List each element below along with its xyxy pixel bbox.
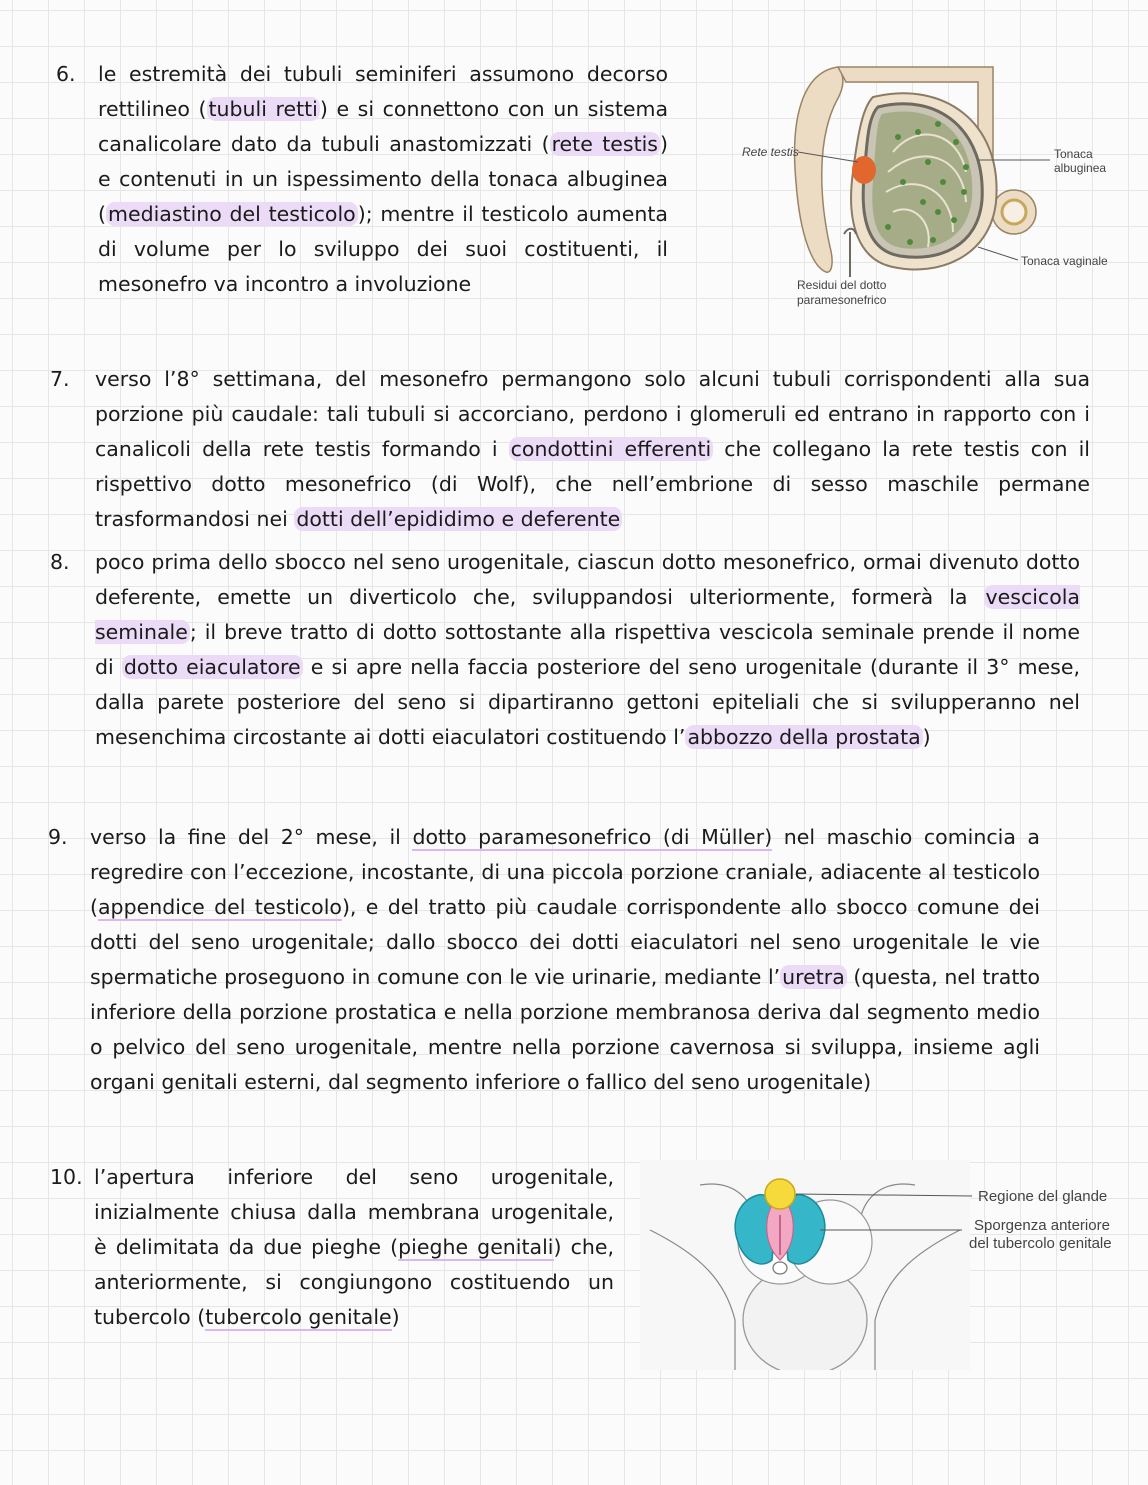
- glans-region: [765, 1179, 795, 1209]
- underlined-term: dotto paramesonefrico (di Müller): [412, 825, 773, 849]
- text-run: ) che, anteriormente, si congiungono costituendo un tubercolo (: [94, 1235, 614, 1329]
- item-text: [95, 362, 1090, 537]
- rete-testis-region: [852, 156, 876, 184]
- item-text: [95, 545, 1080, 755]
- item-number: 6.: [56, 62, 76, 86]
- label-sporgenza-2: del tubercolo genitale: [969, 1235, 1112, 1252]
- item-number: 9.: [48, 825, 68, 849]
- underlined-term: pieghe genitali: [398, 1235, 554, 1259]
- spermatic-cord-shape: [795, 67, 843, 272]
- label-regione-glande: Regione del glande: [978, 1188, 1108, 1205]
- text-run: ; il breve tratto di dotto sottostante alla rispettiva vescicola seminale prende il nome di: [95, 620, 1080, 679]
- highlighted-term: vescicola seminale: [95, 585, 1080, 644]
- text-run: verso la fine del 2° mese, il: [90, 825, 413, 849]
- label-tonaca-vaginale: Tonaca vaginale: [1021, 254, 1108, 268]
- highlighted-term: mediastino del testicolo: [108, 202, 356, 226]
- highlighted-term: abbozzo della prostata: [687, 725, 921, 749]
- highlighted-term: dotto eiaculatore: [123, 655, 301, 679]
- list-item-7: [50, 362, 1090, 537]
- list-item-8: [50, 545, 1090, 795]
- testis-figure: [728, 62, 1123, 322]
- text-run: ): [922, 725, 931, 749]
- underlined-term: appendice del testicolo: [98, 895, 342, 919]
- label-sporgenza-1: Sporgenza anteriore: [974, 1217, 1110, 1234]
- highlighted-term: tubuli retti: [208, 97, 318, 121]
- label-residui-2: paramesonefrico: [797, 293, 887, 307]
- text-run: e si apre nella faccia posteriore del seno urogenitale (durante il 3° mese, dalla parete posteriore del seno si dipartiranno gettoni epiteliali che si svilupperanno nel mesenchima circostante ai dotti eiaculatori costituendo l’: [95, 655, 1080, 749]
- item-number: 10.: [50, 1165, 83, 1189]
- highlighted-term: rete testis: [551, 132, 658, 156]
- highlighted-term: dotti dell’epididimo e deferente: [296, 507, 621, 531]
- pelvic-outline: [743, 1265, 867, 1370]
- list-item-10: [50, 1160, 630, 1340]
- highlighted-term: uretra: [782, 965, 845, 989]
- label-tonaca-albuginea-1: Tonaca: [1054, 147, 1093, 161]
- text-run: ), e del tratto più caudale corrispondente allo sbocco comune dei dotti del seno urogenitale; dallo sbocco dei dotti eiaculatori nel seno urogenitale le vie spermatiche proseguono in comune con le vie urinarie, mediante l’: [90, 895, 1040, 989]
- text-run: ) e si connettono con un sistema canalicolare dato da tubuli anastomizzati (: [98, 97, 669, 156]
- label-tonaca-albuginea-2: albuginea: [1054, 161, 1107, 175]
- item-text: [94, 1160, 614, 1335]
- text-run: (questa, nel tratto inferiore della porzione prostatica e nella porzione membranosa deriva dal segmento medio o pelvico del seno urogenitale, mentre nella porzione cavernosa si sviluppa, insieme agli organi genitali esterni, dal segmento inferiore o fallico del seno urogenitale): [90, 965, 1040, 1094]
- item-text: [90, 820, 1040, 1100]
- list-item-6: [50, 57, 680, 342]
- highlighted-term: condottini efferenti: [510, 437, 712, 461]
- text-run: ): [391, 1305, 400, 1329]
- item-number: 8.: [50, 550, 70, 574]
- text-run: ) e contenuti in un ispessimento della tonaca albuginea (: [98, 132, 668, 226]
- text-run: nel maschio comincia a regredire con l’eccezione, incostante, di una piccola porzione craniale, adiacente al testicolo (: [90, 825, 1040, 919]
- text-run: che collegano la rete testis con il rispettivo dotto mesonefrico (di Wolf), che nell’embrione di sesso maschile permane trasformandosi nei: [95, 437, 1090, 531]
- label-residui-1: Residui del dotto: [797, 278, 887, 292]
- list-item-9: [48, 820, 1088, 1140]
- text-run: ); mentre il testicolo aumenta di volume per lo sviluppo dei suoi costituenti, il mesonefro va incontro a involuzione: [98, 202, 668, 296]
- genital-tubercle-figure: [640, 1160, 1135, 1370]
- item-number: 7.: [50, 367, 70, 391]
- text-run: verso l’8° settimana, del mesonefro permangono solo alcuni tubuli corrispondenti alla sua porzione più caudale: tali tubuli si accorciano, perdono i glomeruli ed entrano in rapporto con i canalicoli della rete testis formando i: [95, 367, 1090, 461]
- text-run: poco prima dello sbocco nel seno urogenitale, ciascun dotto mesonefrico, ormai divenuto dotto deferente, emette un diverticolo che, sviluppandosi ulteriormente, formerà la: [95, 550, 1080, 609]
- text-run: l’apertura inferiore del seno urogenitale, inizialmente chiusa dalla membrana urogenitale, è delimitata da due pieghe (: [94, 1165, 614, 1259]
- underlined-term: tubercolo genitale: [205, 1305, 392, 1329]
- text-run: le estremità dei tubuli seminiferi assumono decorso rettilineo (: [98, 62, 668, 121]
- item-text: [98, 57, 668, 302]
- label-rete-testis: Rete testis: [742, 145, 799, 159]
